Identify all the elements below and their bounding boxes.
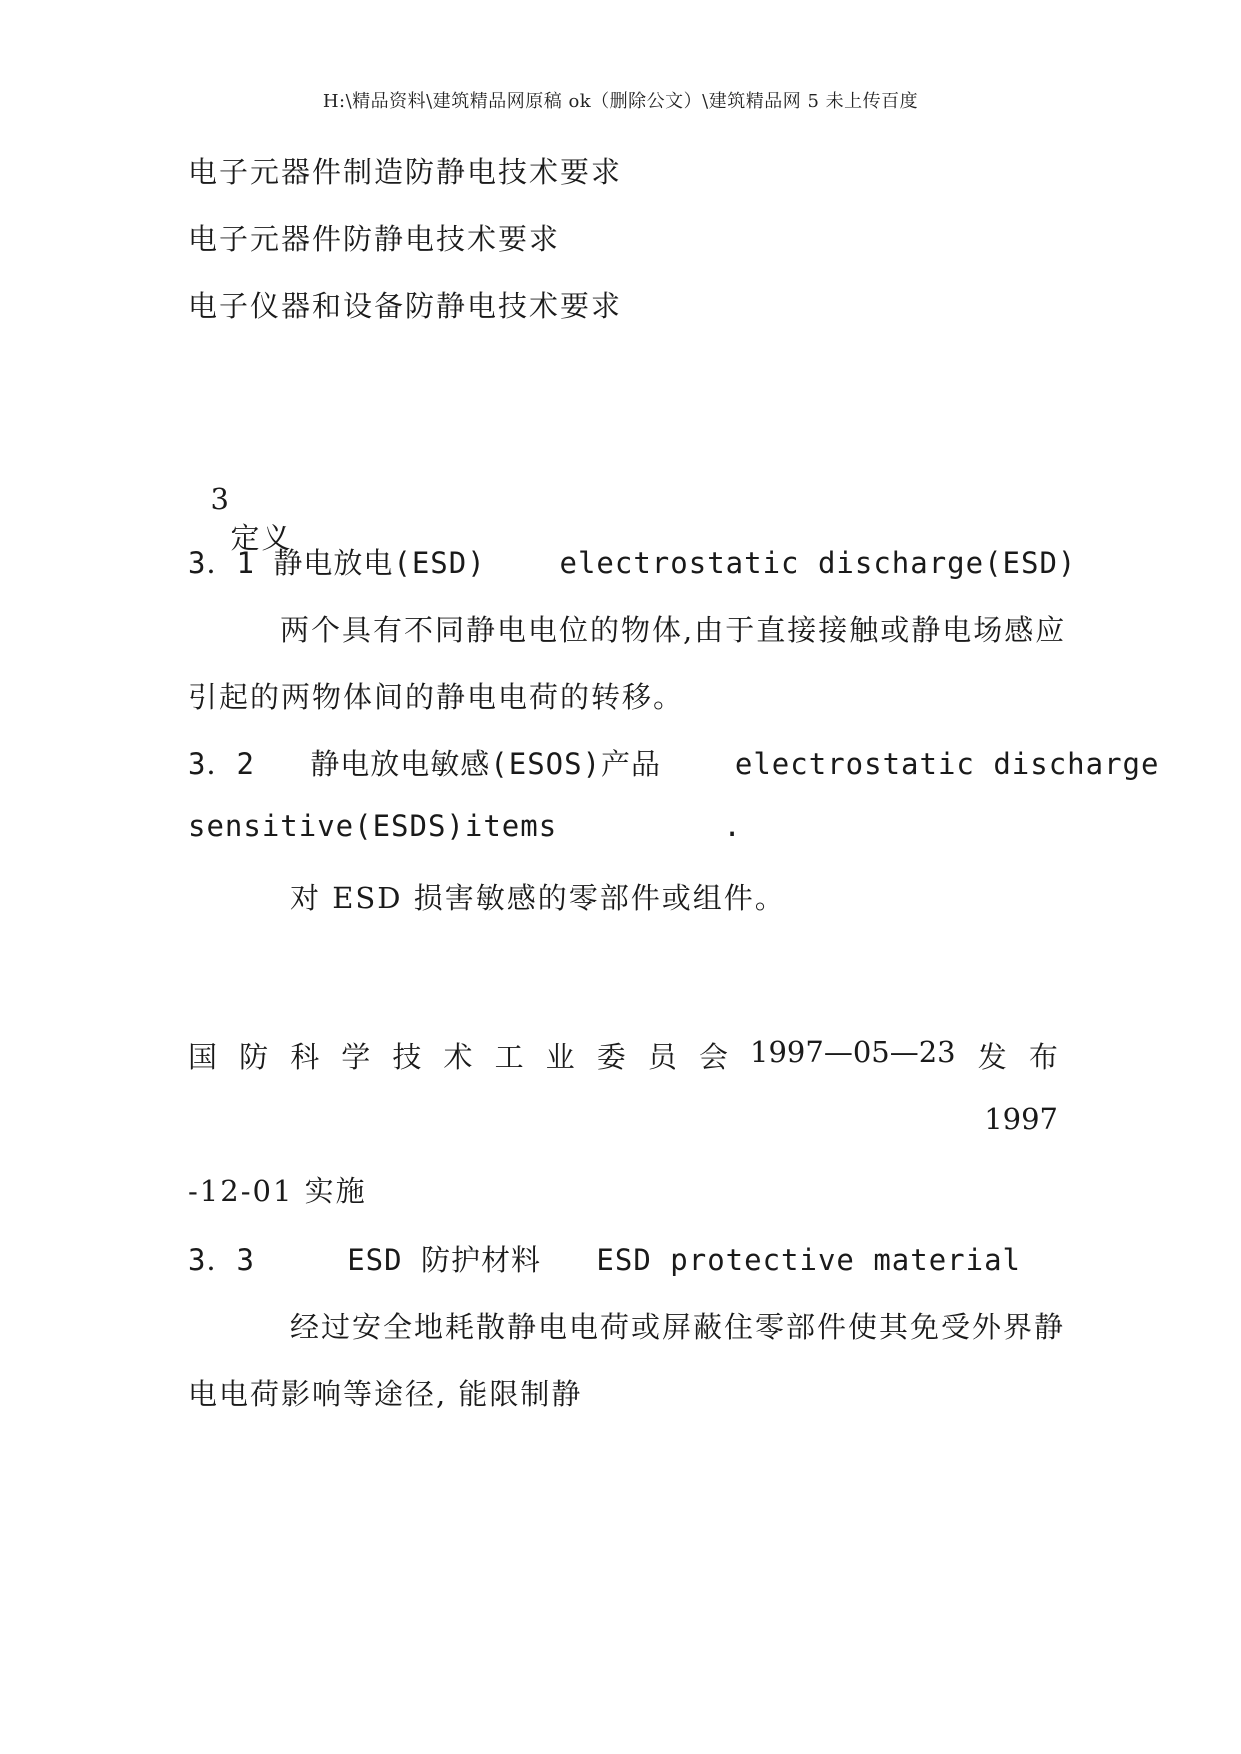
- issue-word: 业: [545, 1040, 575, 1074]
- ref-line-1: 电子元器件制造防静电技术要求: [188, 155, 623, 189]
- issue-word: 国: [188, 1040, 218, 1074]
- issue-word: 术: [443, 1040, 473, 1074]
- impl-date: -12-01 实施: [188, 1174, 367, 1208]
- s32-heading-2: sensitive(ESDS)items .: [188, 809, 742, 843]
- section-3-number: 3: [210, 482, 231, 516]
- section-3-title: 定义: [230, 521, 293, 555]
- impl-year: 1997: [984, 1102, 1058, 1136]
- ref-line-3: 电子仪器和设备防静电技术要求: [188, 289, 623, 323]
- issue-word: 工: [494, 1040, 524, 1074]
- issue-word: 会: [698, 1040, 728, 1074]
- issue-word: 科: [290, 1040, 320, 1074]
- s32-heading: 3．2 静电放电敏感(ESOS)产品 electrostatic discharge: [188, 747, 1160, 781]
- s31-heading: 3．1 静电放电(ESD) electrostatic discharge(ESD): [188, 546, 1077, 580]
- file-path-header: H:\精品资料\建筑精品网原稿 ok（删除公文）\建筑精品网 5 未上传百度: [322, 91, 919, 112]
- ref-line-2: 电子元器件防静电技术要求: [188, 222, 561, 256]
- issue-date: 1997—05—23: [750, 1035, 956, 1069]
- issue-line: [188, 1035, 1058, 1076]
- issue-word: 员: [647, 1040, 677, 1074]
- issue-word: 学: [341, 1040, 371, 1074]
- issue-word: 技: [392, 1040, 422, 1074]
- s33-body-2: 电电荷影响等途径, 能限制静: [188, 1377, 583, 1411]
- issue-word: 防: [239, 1040, 269, 1074]
- s31-body-2: 引起的两物体间的静电电荷的转移。: [188, 680, 685, 714]
- s33-body-1: 经过安全地耗散静电电荷或屏蔽住零部件使其免受外界静: [290, 1310, 1066, 1344]
- issue-word: 委: [596, 1040, 626, 1074]
- s32-body: 对 ESD 损害敏感的零部件或组件。: [290, 881, 786, 915]
- s31-body-1: 两个具有不同静电电位的物体,由于直接接触或静电场感应: [280, 613, 1067, 647]
- s33-heading: 3．3 ESD 防护材料 ESD protective material: [188, 1243, 1022, 1277]
- issue-word: 发: [977, 1040, 1007, 1074]
- issue-word: 布: [1028, 1040, 1058, 1074]
